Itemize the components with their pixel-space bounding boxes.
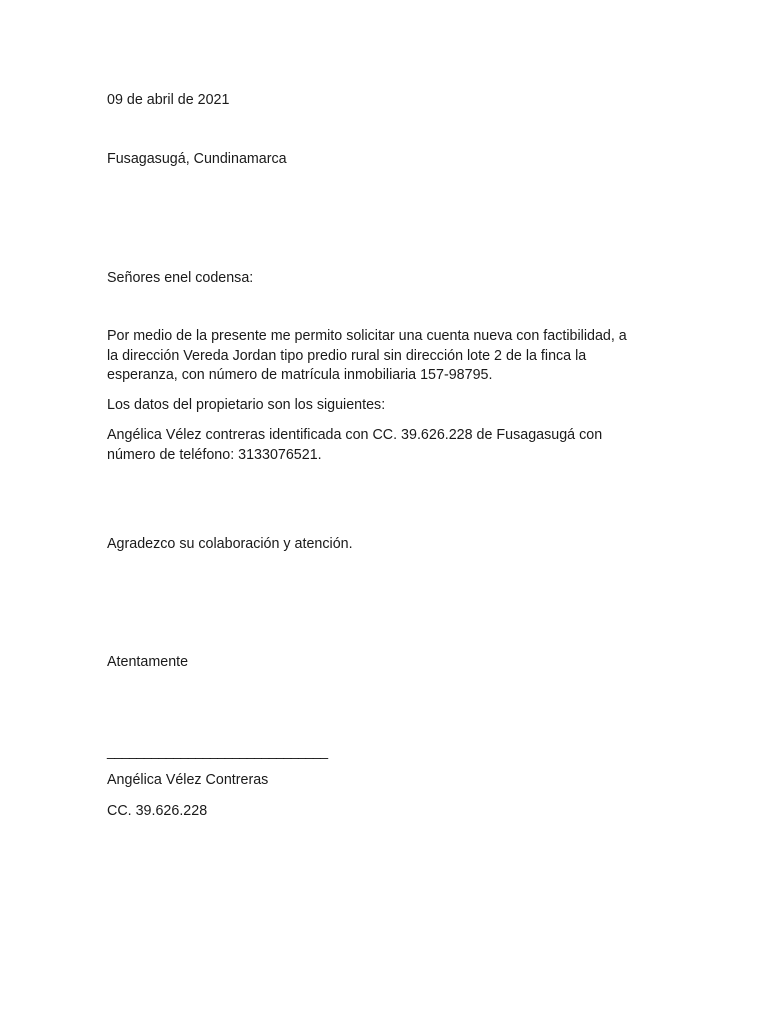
body-line: Por medio de la presente me permito solicitar una cuenta nueva con factibilidad, a: [107, 328, 627, 344]
signer-id: CC. 39.626.228: [107, 803, 208, 819]
letter-place: Fusagasugá, Cundinamarca: [107, 151, 287, 167]
signer-name: Angélica Vélez Contreras: [107, 772, 269, 788]
thanks-line: Agradezco su colaboración y atención.: [107, 536, 353, 552]
letter-date: 09 de abril de 2021: [107, 92, 230, 108]
body-paragraph: [107, 327, 667, 386]
salutation: Señores enel codensa:: [107, 270, 254, 286]
owner-paragraph: [107, 426, 667, 465]
signature-line: ______________________________: [107, 744, 328, 760]
body-line: la dirección Vereda Jordan tipo predio rural sin dirección lote 2 de la finca la: [107, 347, 587, 364]
body-line: esperanza, con número de matrícula inmobiliaria 157-98795.: [107, 367, 493, 383]
owner-line: número de teléfono: 3133076521.: [107, 446, 322, 463]
owner-intro: Los datos del propietario son los siguientes:: [107, 397, 386, 413]
owner-line: Angélica Vélez contreras identificada con CC. 39.626.228 de Fusagasugá con: [107, 427, 603, 443]
closing: Atentamente: [107, 654, 189, 670]
